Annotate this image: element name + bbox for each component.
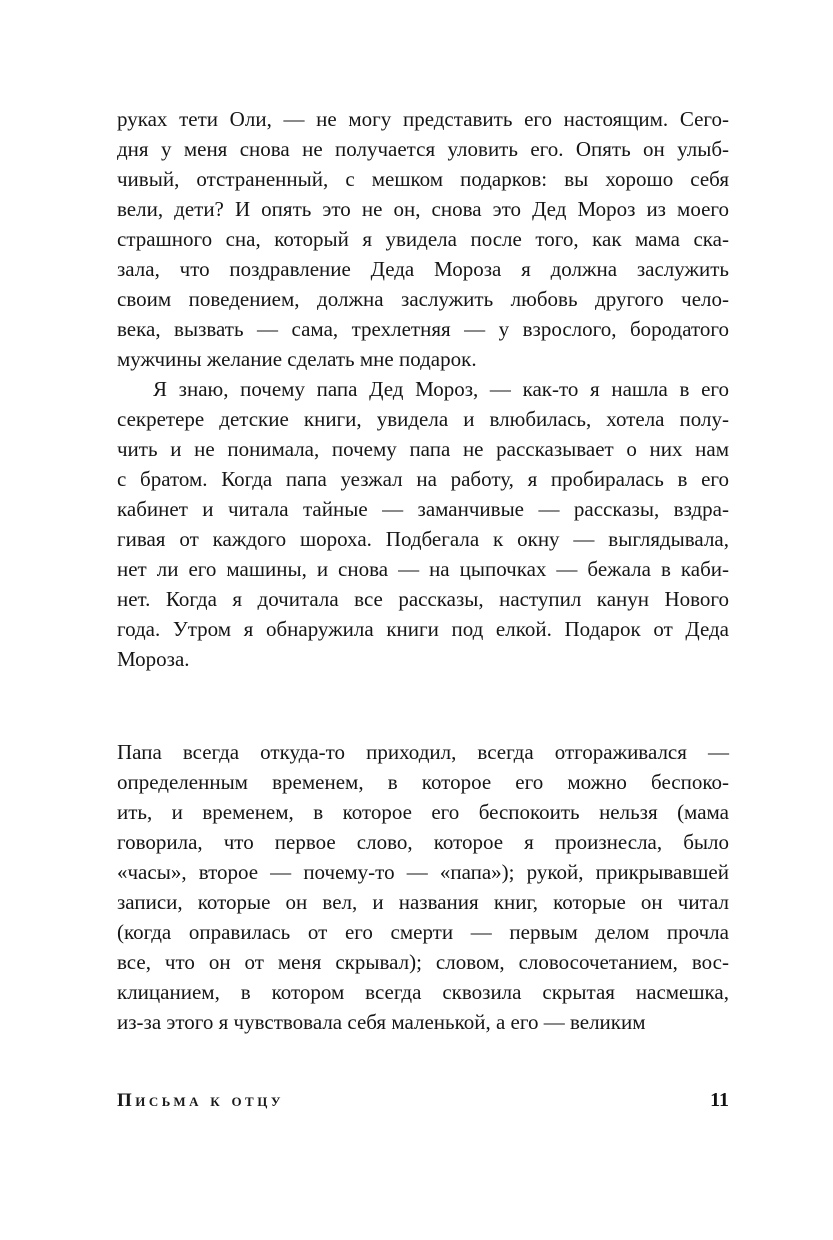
text-line: нет. Когда я дочитала все рассказы, наступил канун Нового [117, 587, 729, 611]
text-line: мужчины желание сделать мне подарок. [117, 347, 477, 371]
page-footer [117, 1089, 729, 1112]
text-line: гивая от каждого шороха. Подбегала к окну — выглядывала, [117, 527, 729, 551]
text-line: определенным временем, в которое его можно беспоко- [117, 770, 729, 794]
text-line: из-за этого я чувствовала себя маленькой, а его — великим [117, 1010, 646, 1034]
text-line: зала, что поздравление Деда Мороза я должна заслужить [117, 257, 729, 281]
paragraph [117, 104, 729, 374]
text-line: (когда оправилась от его смерти — первым делом прочла [117, 920, 729, 944]
text-line: кабинет и читала тайные — заманчивые — рассказы, вздра- [117, 497, 729, 521]
text-line: говорила, что первое слово, которое я произнесла, было [117, 830, 729, 854]
text-line: вели, дети? И опять это не он, снова это Дед Мороз из моего [117, 197, 729, 221]
text-line: Мороза. [117, 647, 190, 671]
text-line: «часы», второе — почему-то — «папа»); рукой, прикрывавшей [117, 860, 729, 884]
text-line: секретере детские книги, увидела и влюбилась, хотела полу- [117, 407, 729, 431]
text-line: записи, которые он вел, и названия книг, которые он читал [117, 890, 729, 914]
text-line: страшного сна, который я увидела после того, как мама ска- [117, 227, 729, 251]
text-line: века, вызвать — сама, трехлетняя — у взрослого, бородатого [117, 317, 729, 341]
paragraph [117, 374, 729, 674]
text-line: клицанием, в котором всегда сквозила скрытая насмешка, [117, 980, 729, 1004]
paragraph [117, 737, 729, 1037]
text-line: своим поведением, должна заслужить любовь другого чело- [117, 287, 729, 311]
text-line: с братом. Когда папа уезжал на работу, я пробиралась в его [117, 467, 729, 491]
page-number: 11 [710, 1089, 729, 1111]
text-line: дня у меня снова не получается уловить его. Опять он улыб- [117, 137, 729, 161]
text-column [117, 104, 729, 1037]
text-line: нет ли его машины, и снова — на цыпочках — бежала в каби- [117, 557, 729, 581]
text-line: все, что он от меня скрывал); словом, словосочетанием, вос- [117, 950, 729, 974]
text-line: руках тети Оли, — не могу представить его настоящим. Сего- [117, 107, 729, 131]
text-line: Папа всегда откуда-то приходил, всегда отгораживался — [117, 740, 729, 764]
text-line: чивый, отстраненный, с мешком подарков: вы хорошо себя [117, 167, 729, 191]
text-line: ить, и временем, в которое его беспокоить нельзя (мама [117, 800, 729, 824]
text-line: чить и не понимала, почему папа не рассказывает о них нам [117, 437, 729, 461]
text-line: Я знаю, почему папа Дед Мороз, — как-то я нашла в его [153, 377, 729, 401]
running-title: Письма к отцу [117, 1090, 284, 1111]
text-line: года. Утром я обнаружила книги под елкой. Подарок от Деда [117, 617, 729, 641]
